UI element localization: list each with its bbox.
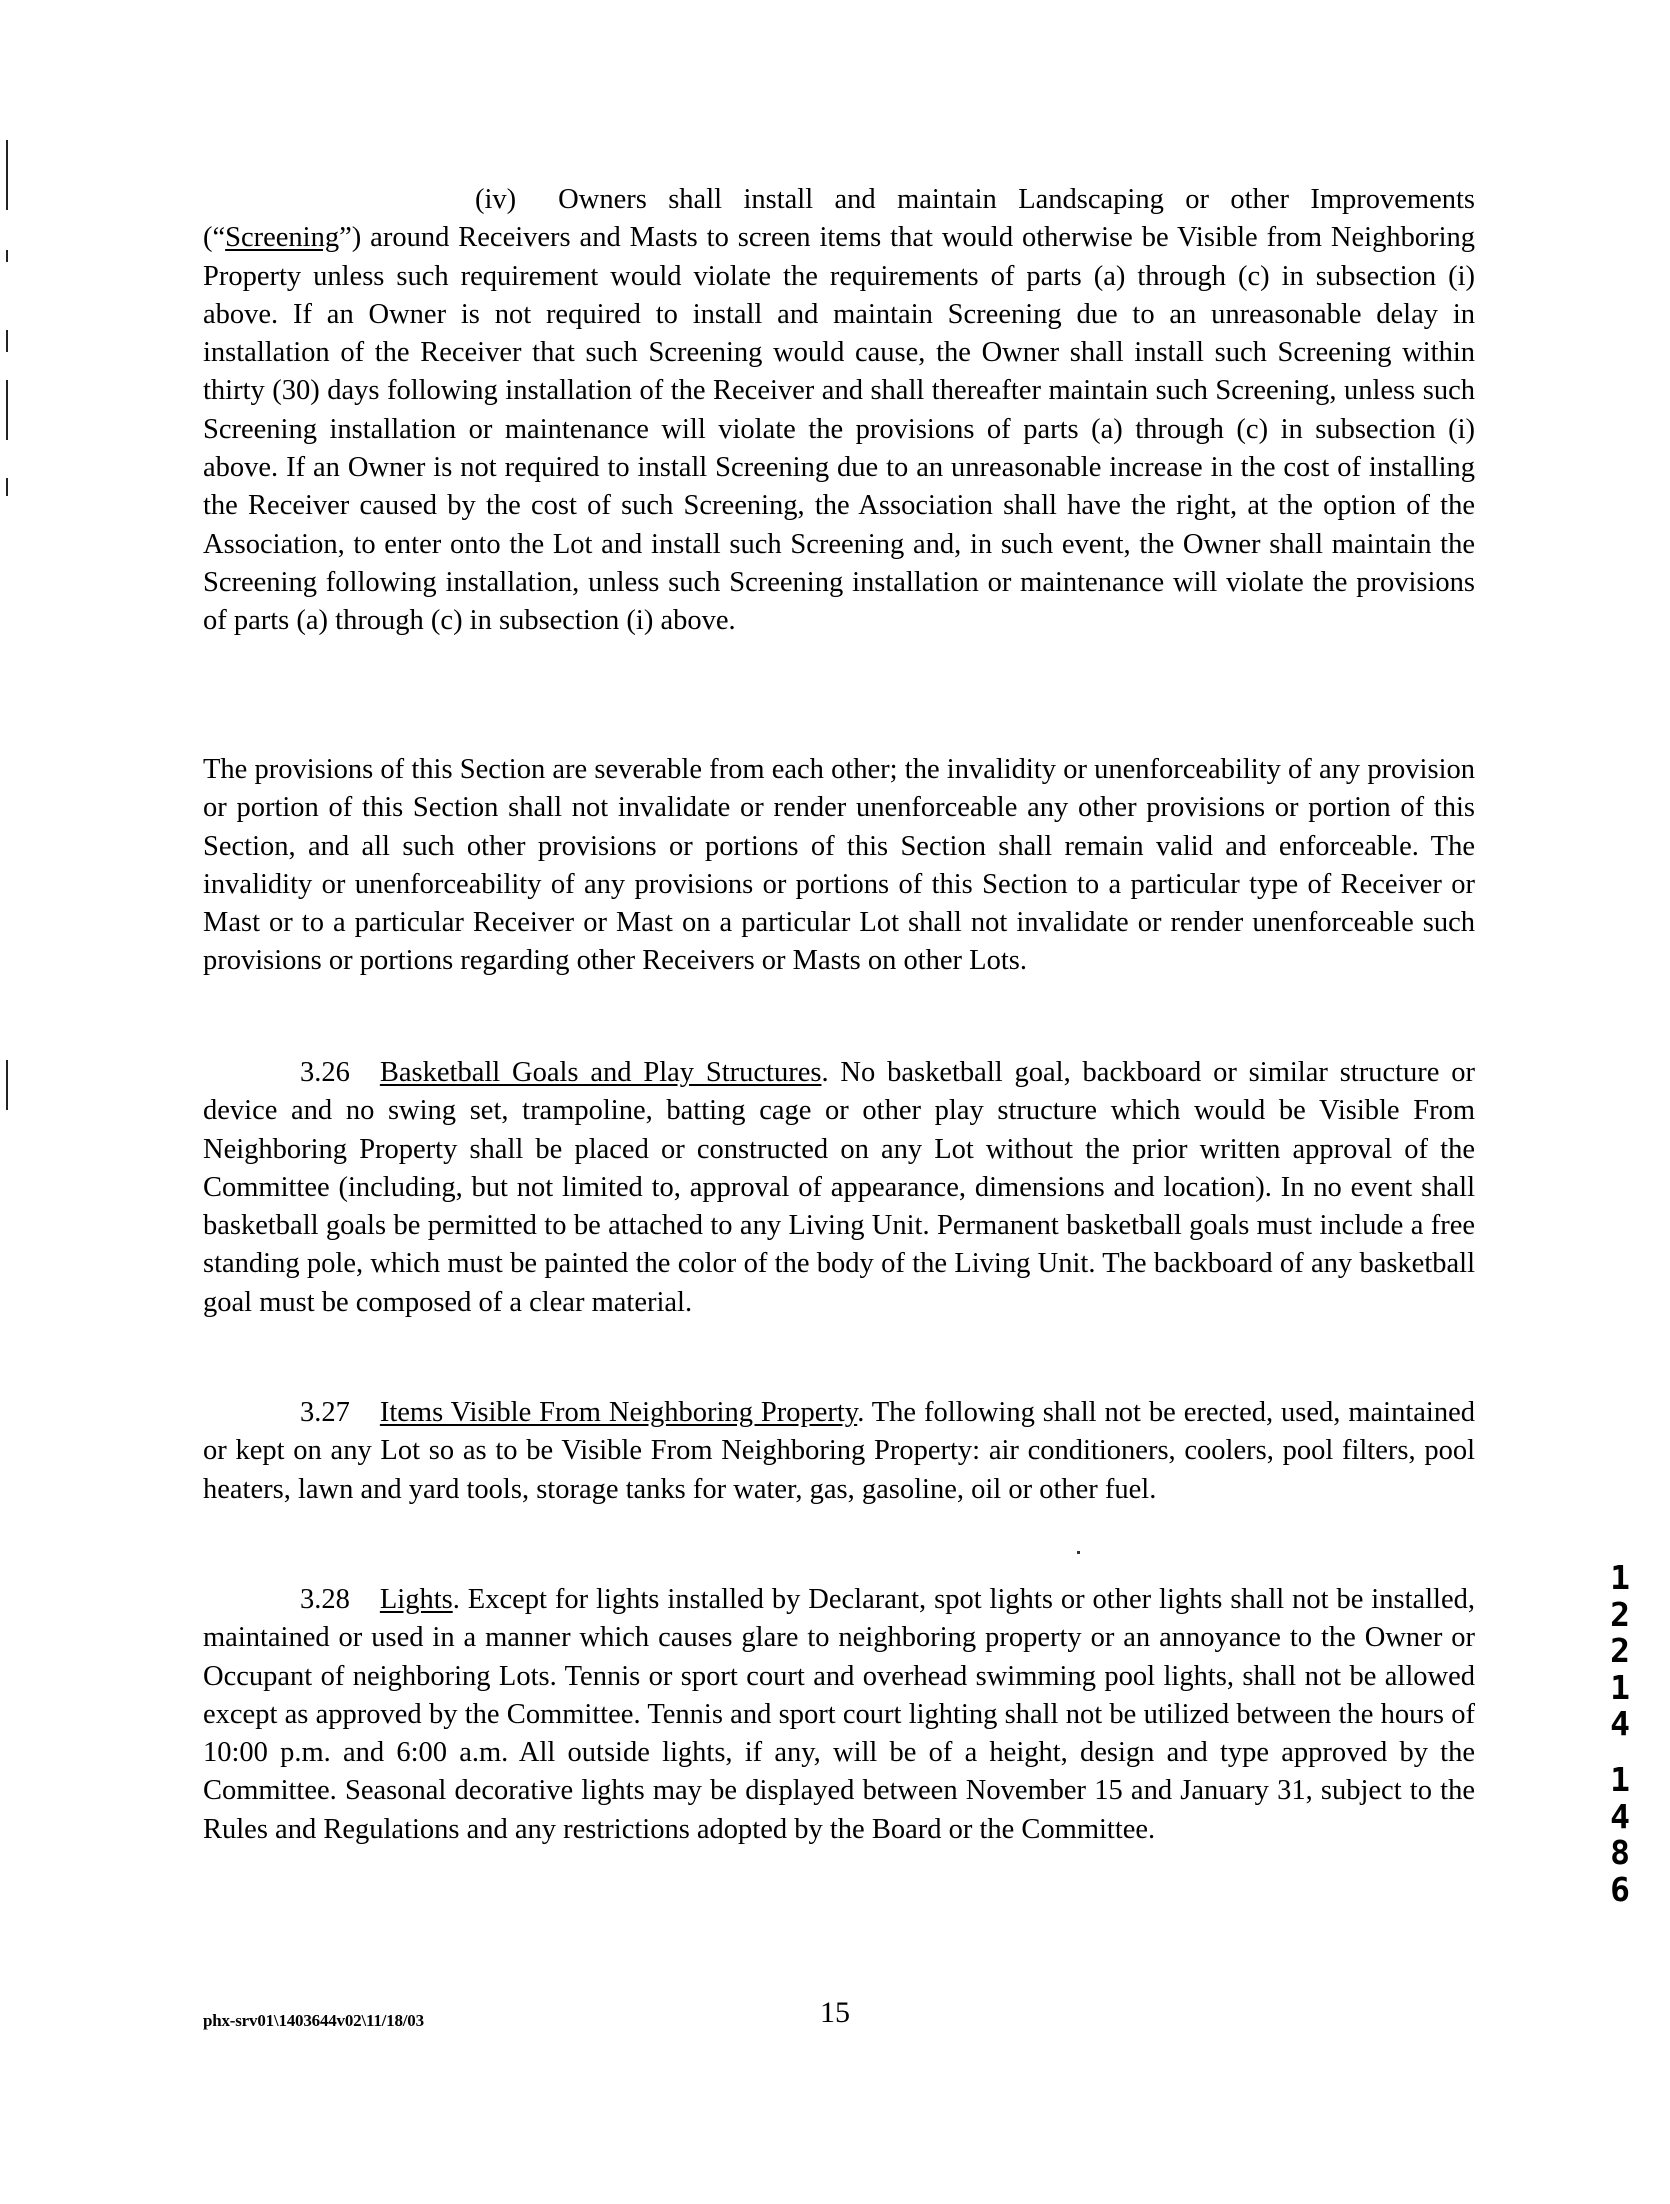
scan-margin-mark bbox=[6, 250, 8, 262]
recording-digit: 1 bbox=[1610, 1558, 1630, 1597]
section-heading: Items Visible From Neighboring Property bbox=[379, 1397, 858, 1428]
section-3-28 bbox=[203, 1581, 1475, 1849]
recording-number-top bbox=[1600, 1560, 1640, 1743]
scan-margin-mark bbox=[6, 1060, 8, 1110]
section-number: 3.26 bbox=[300, 1057, 350, 1088]
subsection-marker: (iv) bbox=[475, 184, 517, 215]
defined-term-screening: Screening bbox=[225, 222, 340, 254]
recording-digit: 2 bbox=[1610, 1631, 1630, 1670]
severability-paragraph: The provisions of this Section are severable from each other; the invalidity or unenforceability of any provision or portion of this Section shall not invalidate or render unenforceable any other provisions or portion of this Section, and all such other provisions or portions of this Section shall remain valid and enforceable. The invalidity or unenforceability of any provisions or portions of this Section to a particular type of Receiver or Mast or to a particular Receiver or Mast on a particular Lot shall not invalidate or render unenforceable such provisions or portions regarding other Receivers or Masts on other Lots. bbox=[203, 754, 1475, 977]
scan-speck bbox=[1077, 1551, 1080, 1554]
recording-number-bottom bbox=[1600, 1762, 1640, 1908]
section-3-26 bbox=[203, 1054, 1475, 1322]
scan-margin-mark bbox=[6, 380, 8, 440]
section-heading: Lights bbox=[379, 1584, 453, 1615]
section-number: 3.28 bbox=[300, 1584, 350, 1615]
page-number: 15 bbox=[820, 1996, 850, 2029]
section-body: . The following shall not be erected, used, maintained or kept on any Lot so as to be Visible From Neighboring Property: air conditioners, coolers, pool filters, pool heaters, lawn and yard tools, storage tanks for water, gas, gasoline, oil or other fuel. bbox=[203, 1397, 1475, 1505]
section-body: . No basketball goal, backboard or similar structure or device and no swing set, trampoline, batting cage or other play structure which would be Visible From Neighboring Property shall be placed or constructed on any Lot without the prior written approval of the Committee (including, but not limited to, approval of appearance, dimensions and location). In no event shall basketball goals be permitted to be attached to any Living Unit. Permanent basketball goals must include a free standing pole, which must be painted the color of the body of the Living Unit. The backboard of any basketball goal must be composed of a clear material. bbox=[203, 1057, 1475, 1318]
scan-margin-mark bbox=[6, 330, 8, 352]
paragraph-iv-body: ”) around Receivers and Masts to screen items that would otherwise be Visible from Neighboring Property unless such requirement would violate the requirements of parts (a) through (c) in subsection (i) above. If an Owner is not required to install and maintain Screening due to an unreasonable delay in installation of the Receiver that such Screening would cause, the Owner shall install such Screening within thirty (30) days following installation of the Receiver and shall thereafter maintain such Screening, unless such Screening installation or maintenance will violate the provisions of parts (a) through (c) in subsection (i) above. If an Owner is not required to install Screening due to an unreasonable increase in the cost of installing the Receiver caused by the cost of such Screening, the Association shall have the right, at the option of the Association, to enter onto the Lot and install such Screening and, in such event, the Owner shall maintain the Screening following installation, unless such Screening installation or maintenance will violate the provisions of parts (a) through (c) in subsection (i) above. bbox=[203, 222, 1475, 637]
scan-margin-mark bbox=[6, 140, 8, 210]
recording-digit: 1 bbox=[1610, 1760, 1630, 1799]
recording-digit: 4 bbox=[1610, 1704, 1630, 1743]
footer-document-id: phx-srv01\1403644v02\11/18/03 bbox=[203, 2011, 424, 2030]
paragraph-iv bbox=[203, 181, 1475, 641]
section-heading: Basketball Goals and Play Structures bbox=[379, 1057, 822, 1088]
section-3-27 bbox=[203, 1394, 1475, 1509]
recording-digit: 1 bbox=[1610, 1667, 1630, 1707]
section-body: . Except for lights installed by Declarant, spot lights or other lights shall not be installed, maintained or used in a manner which causes glare to neighboring property or an annoyance to the Owner or Occupant of neighboring Lots. Tennis or sport court and overhead swimming pool lights, shall not be allowed except as approved by the Committee. Tennis and sport court lighting shall not be utilized between the hours of 10:00 p.m. and 6:00 a.m. All outside lights, if any, will be of a height, design and type approved by the Committee. Seasonal decorative lights may be displayed between November 15 and January 31, subject to the Rules and Regulations and any restrictions adopted by the Board or the Committee. bbox=[203, 1584, 1475, 1845]
recording-digit: 4 bbox=[1610, 1796, 1630, 1836]
recording-digit: 8 bbox=[1610, 1833, 1630, 1872]
scan-margin-mark bbox=[6, 478, 8, 496]
recording-digit: 6 bbox=[1610, 1869, 1630, 1909]
paragraph-iv-lead: Owners shall install and maintain Landscaping or other Improvements (“ bbox=[203, 184, 1475, 254]
section-number: 3.27 bbox=[300, 1397, 350, 1428]
recording-digit: 2 bbox=[1610, 1594, 1630, 1634]
